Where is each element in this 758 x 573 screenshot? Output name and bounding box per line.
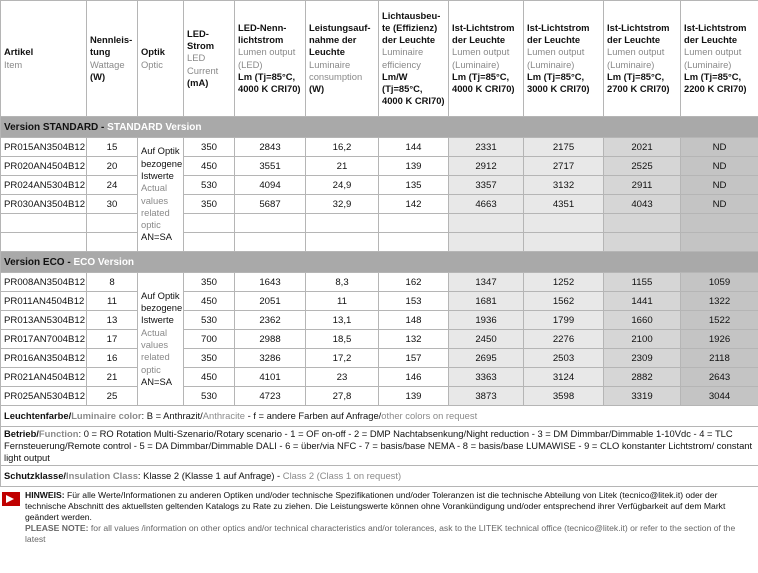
color-text-1-en: Anthracite: [202, 410, 245, 421]
lumen-3000k: 3132: [524, 176, 604, 195]
color-text-2-en: other colors on request: [381, 410, 478, 421]
hint-text: Für alle Werte/Informationen zu anderen Optiken und/oder technische Spezifikationen und/oder Toleranzen ist die technische Abteilung von Litek (tecnico@litek.it) oder der technische Abschnitt des aktuellsten geltenden Katalogs zu Rate zu ziehen. Die Leistungswerte können ohne Vorankündigung und/oder entsprechend ihrer Verfügbarkeit auf dem Markt geändert werden.: [25, 490, 726, 522]
header-cell: [379, 1, 449, 117]
lumen-3000k: 2276: [524, 330, 604, 349]
header-label-de: Lichtausbeu-te (Effizienz) der Leuchte: [382, 9, 441, 46]
optic-note-de: Auf Optik bezogene Istwerte: [141, 289, 183, 326]
wattage: 20: [87, 157, 138, 176]
lumen-2200k: 2643: [681, 368, 758, 387]
lumen-2700k: [604, 214, 681, 233]
header-label-en: Optic: [141, 58, 163, 70]
header-label-de: LED-Strom: [187, 27, 215, 52]
lumen-4000k: 1936: [449, 311, 524, 330]
wattage: 11: [87, 292, 138, 311]
wattage: [87, 233, 138, 252]
lumen-3000k: 2503: [524, 349, 604, 368]
header-label-de: Ist-Lichtstrom der Leuchte: [607, 21, 670, 46]
led-lumen: 2051: [235, 292, 306, 311]
lumen-4000k: 1347: [449, 273, 524, 292]
led-current: 530: [184, 387, 235, 406]
header-label-en: Lumen output (Luminaire): [607, 46, 665, 70]
lumen-2700k: 4043: [604, 195, 681, 214]
lumen-2700k: 1155: [604, 273, 681, 292]
lumen-2200k: 1926: [681, 330, 758, 349]
optic-note: [138, 138, 184, 252]
header-label-de: Leistungsauf-nahme der Leuchte: [309, 21, 371, 58]
standard-rows: [1, 138, 758, 252]
optic-note-tail: AN=SA: [141, 231, 173, 243]
consumption: 23: [306, 368, 379, 387]
wattage: 30: [87, 195, 138, 214]
lumen-2700k: 1441: [604, 292, 681, 311]
class-label-de: Schutzklasse/: [4, 470, 67, 481]
section-title-de: Version ECO -: [4, 256, 71, 268]
header-cell: [1, 1, 87, 117]
led-current: 530: [184, 311, 235, 330]
warning-icon: [2, 492, 20, 506]
lumen-4000k: [449, 233, 524, 252]
led-lumen: [235, 214, 306, 233]
efficiency: 157: [379, 349, 449, 368]
lumen-2200k: 1522: [681, 311, 758, 330]
item-code: PR008AN3504B12: [1, 273, 87, 292]
section-title-en: ECO Version: [73, 256, 135, 268]
header-label-en: Item: [4, 58, 23, 70]
lumen-4000k: 2331: [449, 138, 524, 157]
led-current: 450: [184, 157, 235, 176]
lumen-4000k: 3363: [449, 368, 524, 387]
lumen-3000k: 4351: [524, 195, 604, 214]
lumen-2200k: ND: [681, 157, 758, 176]
header-label-en: Wattage: [90, 58, 125, 70]
item-code: PR030AN3504B12: [1, 195, 87, 214]
header-label-en: Luminaire efficiency: [382, 46, 424, 70]
table-row: [1, 214, 758, 233]
header-unit: (W): [90, 70, 106, 82]
efficiency: 135: [379, 176, 449, 195]
header-cell: [524, 1, 604, 117]
luminaire-color-note: [1, 406, 758, 427]
hint-label: HINWEIS:: [25, 490, 65, 500]
efficiency: 139: [379, 157, 449, 176]
item-code: PR017AN7004B12: [1, 330, 87, 349]
header-unit: Lm/W (Tj=85°C, 4000 K CRI70): [382, 70, 445, 107]
led-lumen: 3286: [235, 349, 306, 368]
function-text: : 0 = RO Rotation Multi-Szenario/Rotary scenario - 1 = OF on-off - 2 = DMP Nachtabsenkung/Night reduction - 3 = DM Dimmbar/Dimmable 1-10Vdc - 4 = TLC Fernsteuerung/Remote control - 5 = DA Dimmbar/Dimmable DALI - 6 = über/via NFC - 7 = basis/base NEMA - 8 = basis/base LUMAWISE - 9 = CLO konstanter Lichtstrom/ constant light output: [4, 428, 753, 463]
disclaimer-note: [0, 487, 758, 545]
efficiency: 162: [379, 273, 449, 292]
table-row: [1, 387, 758, 406]
header-label-en: LED Current: [187, 52, 219, 76]
lumen-2200k: 3044: [681, 387, 758, 406]
lumen-2700k: 2021: [604, 138, 681, 157]
table-row: [1, 157, 758, 176]
wattage: 25: [87, 387, 138, 406]
lumen-4000k: 2912: [449, 157, 524, 176]
table-row: [1, 311, 758, 330]
eco-rows: [1, 273, 758, 406]
efficiency: 142: [379, 195, 449, 214]
lumen-2200k: [681, 233, 758, 252]
header-label-en: Lumen output (Luminaire): [527, 46, 585, 70]
optic-note-en: Actual values related optic: [141, 182, 170, 231]
wattage: 15: [87, 138, 138, 157]
lumen-4000k: 1681: [449, 292, 524, 311]
header-cell: [235, 1, 306, 117]
efficiency: 132: [379, 330, 449, 349]
wattage: 16: [87, 349, 138, 368]
efficiency: 139: [379, 387, 449, 406]
header-cell: [449, 1, 524, 117]
header-cell: [87, 1, 138, 117]
function-note: [1, 427, 758, 466]
note-text: for all values /information on other optics and/or technical characteristics and/or tolerances, ask to the LITEK technical office (tecnico@litek.it) or refer to the section of the latest: [25, 523, 736, 544]
header-label-de: Ist-Lichtstrom der Leuchte: [527, 21, 590, 46]
function-label-de: Betrieb/: [4, 428, 39, 439]
table-row: [1, 273, 758, 292]
item-code: PR021AN4504B12: [1, 368, 87, 387]
led-current: 350: [184, 138, 235, 157]
header-cell: [604, 1, 681, 117]
led-lumen: [235, 233, 306, 252]
header-label-de: Ist-Lichtstrom der Leuchte: [452, 21, 515, 46]
lumen-3000k: 1252: [524, 273, 604, 292]
wattage: 13: [87, 311, 138, 330]
led-lumen: 2843: [235, 138, 306, 157]
optic-note-en: Actual values related optic: [141, 326, 170, 375]
header-unit: Lm (Tj=85°C, 2200 K CRI70): [684, 70, 747, 94]
header-label-de: Nennleis-tung: [90, 34, 133, 58]
lumen-4000k: 4663: [449, 195, 524, 214]
section-title-en: STANDARD Version: [107, 121, 202, 133]
item-code: PR015AN3504B12: [1, 138, 87, 157]
led-lumen: 4101: [235, 368, 306, 387]
lumen-3000k: 2175: [524, 138, 604, 157]
color-text-1: : B = Anthrazit/: [141, 410, 203, 421]
lumen-3000k: [524, 233, 604, 252]
item-code: PR016AN3504B12: [1, 349, 87, 368]
consumption: 8,3: [306, 273, 379, 292]
led-current: 530: [184, 176, 235, 195]
led-current: 350: [184, 195, 235, 214]
led-lumen: 1643: [235, 273, 306, 292]
header-label-en: Lumen output (Luminaire): [684, 46, 742, 70]
wattage: 8: [87, 273, 138, 292]
table-row: [1, 233, 758, 252]
lumen-3000k: 2717: [524, 157, 604, 176]
led-lumen: 2988: [235, 330, 306, 349]
item-code: PR024AN5304B12: [1, 176, 87, 195]
consumption: [306, 233, 379, 252]
header-label-de: LED-Nenn-lichtstrom: [238, 21, 287, 46]
header-cell: [681, 1, 758, 117]
consumption: 27,8: [306, 387, 379, 406]
item-code: PR025AN5304B12: [1, 387, 87, 406]
efficiency: [379, 233, 449, 252]
lumen-2700k: 2911: [604, 176, 681, 195]
lumen-2700k: 3319: [604, 387, 681, 406]
led-lumen: 5687: [235, 195, 306, 214]
efficiency: 148: [379, 311, 449, 330]
led-lumen: 3551: [235, 157, 306, 176]
item-code: PR020AN4504B12: [1, 157, 87, 176]
led-current: [184, 214, 235, 233]
consumption: 18,5: [306, 330, 379, 349]
table-header-row: [1, 1, 758, 117]
lumen-4000k: [449, 214, 524, 233]
consumption: 13,1: [306, 311, 379, 330]
table-row: [1, 195, 758, 214]
lumen-2700k: [604, 233, 681, 252]
function-label-en: Function: [38, 428, 79, 439]
header-cell: [306, 1, 379, 117]
lumen-3000k: 1562: [524, 292, 604, 311]
consumption: 21: [306, 157, 379, 176]
header-cell: [184, 1, 235, 117]
header-unit: Lm (Tj=85°C, 4000 K CRI70): [238, 70, 301, 94]
lumen-2200k: ND: [681, 195, 758, 214]
lumen-4000k: 3873: [449, 387, 524, 406]
note-label: PLEASE NOTE:: [25, 523, 89, 533]
lumen-2200k: 1059: [681, 273, 758, 292]
color-label-de: Leuchtenfarbe/: [4, 410, 72, 421]
lumen-2200k: ND: [681, 138, 758, 157]
lumen-3000k: 3124: [524, 368, 604, 387]
header-label-de: Artikel: [4, 46, 34, 58]
lumen-2700k: 2525: [604, 157, 681, 176]
lumen-3000k: 3598: [524, 387, 604, 406]
wattage: 21: [87, 368, 138, 387]
lumen-3000k: [524, 214, 604, 233]
wattage: 24: [87, 176, 138, 195]
header-unit: Lm (Tj=85°C, 3000 K CRI70): [527, 70, 590, 94]
table-row: [1, 138, 758, 157]
lumen-2700k: 1660: [604, 311, 681, 330]
class-label-en: Insulation Class: [66, 470, 138, 481]
item-code: PR011AN4504B12: [1, 292, 87, 311]
optic-note: [138, 273, 184, 406]
efficiency: 144: [379, 138, 449, 157]
led-current: 450: [184, 292, 235, 311]
led-lumen: 4723: [235, 387, 306, 406]
section-title-de: Version STANDARD -: [4, 121, 105, 133]
lumen-2700k: 2100: [604, 330, 681, 349]
consumption: 17,2: [306, 349, 379, 368]
lumen-2200k: 1322: [681, 292, 758, 311]
optic-note-tail: AN=SA: [141, 375, 173, 387]
wattage: 17: [87, 330, 138, 349]
header-label-en: Lumen output (LED): [238, 46, 296, 70]
efficiency: 153: [379, 292, 449, 311]
table-row: [1, 292, 758, 311]
header-label-de: Optik: [141, 46, 165, 58]
led-current: 350: [184, 273, 235, 292]
section-standard-header: [1, 117, 758, 138]
optic-note-de: Auf Optik bezogene Istwerte: [141, 145, 183, 181]
lumen-4000k: 3357: [449, 176, 524, 195]
header-label-en: Luminaire consumption: [309, 58, 363, 82]
efficiency: 146: [379, 368, 449, 387]
header-cell: [138, 1, 184, 117]
table-row: [1, 176, 758, 195]
header-unit: Lm (Tj=85°C, 4000 K CRI70): [452, 70, 515, 94]
color-label-en: Luminaire color: [71, 410, 142, 421]
item-code: [1, 233, 87, 252]
insulation-class-note: [1, 466, 758, 487]
led-current: 450: [184, 368, 235, 387]
consumption: 32,9: [306, 195, 379, 214]
class-text-de: : Klasse 2 (Klasse 1 auf Anfrage) -: [137, 470, 283, 481]
lumen-2200k: [681, 214, 758, 233]
table-row: [1, 349, 758, 368]
item-code: [1, 214, 87, 233]
item-code: PR013AN5304B12: [1, 311, 87, 330]
lumen-4000k: 2450: [449, 330, 524, 349]
header-unit: (W): [309, 82, 325, 94]
table-row: [1, 330, 758, 349]
section-eco-header: [1, 252, 758, 273]
led-current: [184, 233, 235, 252]
lumen-2200k: 2118: [681, 349, 758, 368]
led-current: 350: [184, 349, 235, 368]
led-lumen: 4094: [235, 176, 306, 195]
consumption: 11: [306, 292, 379, 311]
class-text-en: Class 2 (Class 1 on request): [282, 470, 402, 481]
header-label-de: Ist-Lichtstrom der Leuchte: [684, 21, 747, 46]
header-unit: Lm (Tj=85°C, 2700 K CRI70): [607, 70, 670, 94]
lumen-4000k: 2695: [449, 349, 524, 368]
led-lumen: 2362: [235, 311, 306, 330]
lumen-2700k: 2309: [604, 349, 681, 368]
header-label-en: Lumen output (Luminaire): [452, 46, 510, 70]
color-text-2: - f = andere Farben auf Anfrage/: [244, 410, 382, 421]
efficiency: [379, 214, 449, 233]
consumption: 16,2: [306, 138, 379, 157]
header-unit: (mA): [187, 76, 209, 88]
consumption: [306, 214, 379, 233]
lumen-2700k: 2882: [604, 368, 681, 387]
lumen-3000k: 1799: [524, 311, 604, 330]
led-current: 700: [184, 330, 235, 349]
wattage: [87, 214, 138, 233]
table-row: [1, 368, 758, 387]
lumen-2200k: ND: [681, 176, 758, 195]
consumption: 24,9: [306, 176, 379, 195]
